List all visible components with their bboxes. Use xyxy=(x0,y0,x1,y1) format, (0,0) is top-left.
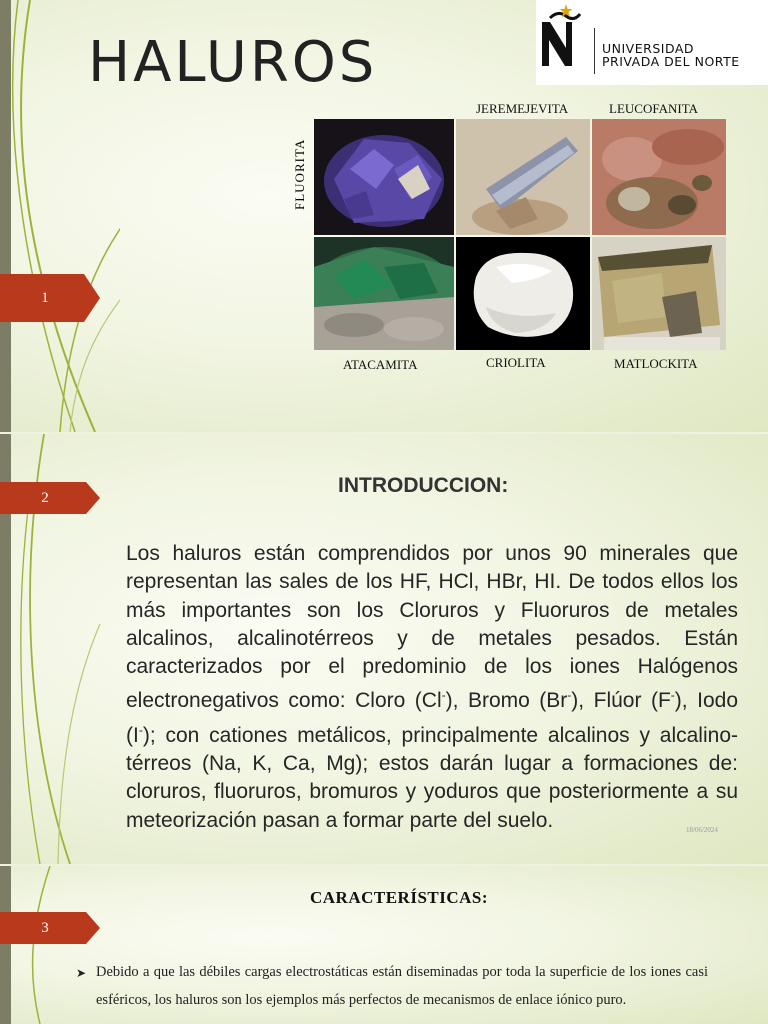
mineral-label-matlockita: MATLOCKITA xyxy=(614,356,698,371)
superscript: - xyxy=(441,688,446,703)
superscript: - xyxy=(567,688,572,703)
mineral-label-fluorita: FLUORITA xyxy=(292,138,307,210)
mineral-label-atacamita: ATACAMITA xyxy=(343,357,418,372)
logo-line-2: PRIVADA DEL NORTE xyxy=(602,54,740,69)
logo-line-1: UNIVERSIDAD xyxy=(602,41,695,56)
mineral-label-criolita: CRIOLITA xyxy=(486,355,546,370)
fluorita-photo xyxy=(314,119,454,235)
criolita-photo xyxy=(456,237,590,350)
intro-text-5: ); con cationes metálicos, principalmente alcalinos y alcalino-térreos (Na, K, Ca, Mg); estos darán lugar a formaciones de: cloruros, fluoruros, bromuros y yoduros que posteriormente a su meteorización pasan a formar parte del suelo. xyxy=(126,723,738,832)
slide-number: 1 xyxy=(41,290,49,306)
slide-number: 3 xyxy=(41,920,49,936)
bullet-text: Debido a que las débiles cargas electrostáticas están diseminadas por toda la superficie de los iones casi esféricos, los haluros son los ejemplos más perfectos de mecanismos de enlace iónico puro. xyxy=(96,964,708,1008)
mineral-label-jeremejevita: JEREMEJEVITA xyxy=(476,101,569,116)
intro-text-3: ), Flúor (F xyxy=(571,689,671,713)
leucofanita-photo xyxy=(592,119,726,235)
intro-paragraph xyxy=(126,540,738,835)
slide-number: 2 xyxy=(41,490,49,506)
intro-text-2: ), Bromo (Br xyxy=(445,689,568,713)
slide-2 xyxy=(0,434,768,864)
matlockita-photo xyxy=(592,237,726,350)
superscript: - xyxy=(670,688,675,703)
slide-1 xyxy=(0,0,768,432)
page-title: HALUROS xyxy=(88,30,378,95)
slide-number-tab xyxy=(0,474,100,522)
section-heading: CARACTERÍSTICAS: xyxy=(310,888,489,907)
mineral-label-leucofanita: LEUCOFANITA xyxy=(609,101,698,116)
university-logo xyxy=(536,0,768,85)
slide-date: 18/06/2024 xyxy=(686,826,718,834)
slide-number-tab xyxy=(0,904,100,952)
intro-text-4: ), Iodo (I xyxy=(126,689,738,747)
jeremejevita-photo xyxy=(456,119,590,235)
section-heading: INTRODUCCION: xyxy=(338,474,509,497)
intro-text-1: Los haluros están comprendidos por unos 90 minerales que representan las sales de los HF, HCl, HBr, HI. De todos ellos los más importantes son los Cloruros y Fluoruros de metales alcalinos, alcalinotérreos y de metales pesados. Están caracterizados por el predominio de los iones Halógenos electronegativos como: Cloro (Cl xyxy=(126,542,738,713)
arrow-bullet-icon: ➤ xyxy=(76,966,87,980)
atacamita-photo xyxy=(314,237,454,350)
superscript: - xyxy=(138,722,143,737)
slide-3 xyxy=(0,866,768,1024)
slide-number-tab xyxy=(0,274,100,322)
bullet-item xyxy=(76,958,708,1014)
